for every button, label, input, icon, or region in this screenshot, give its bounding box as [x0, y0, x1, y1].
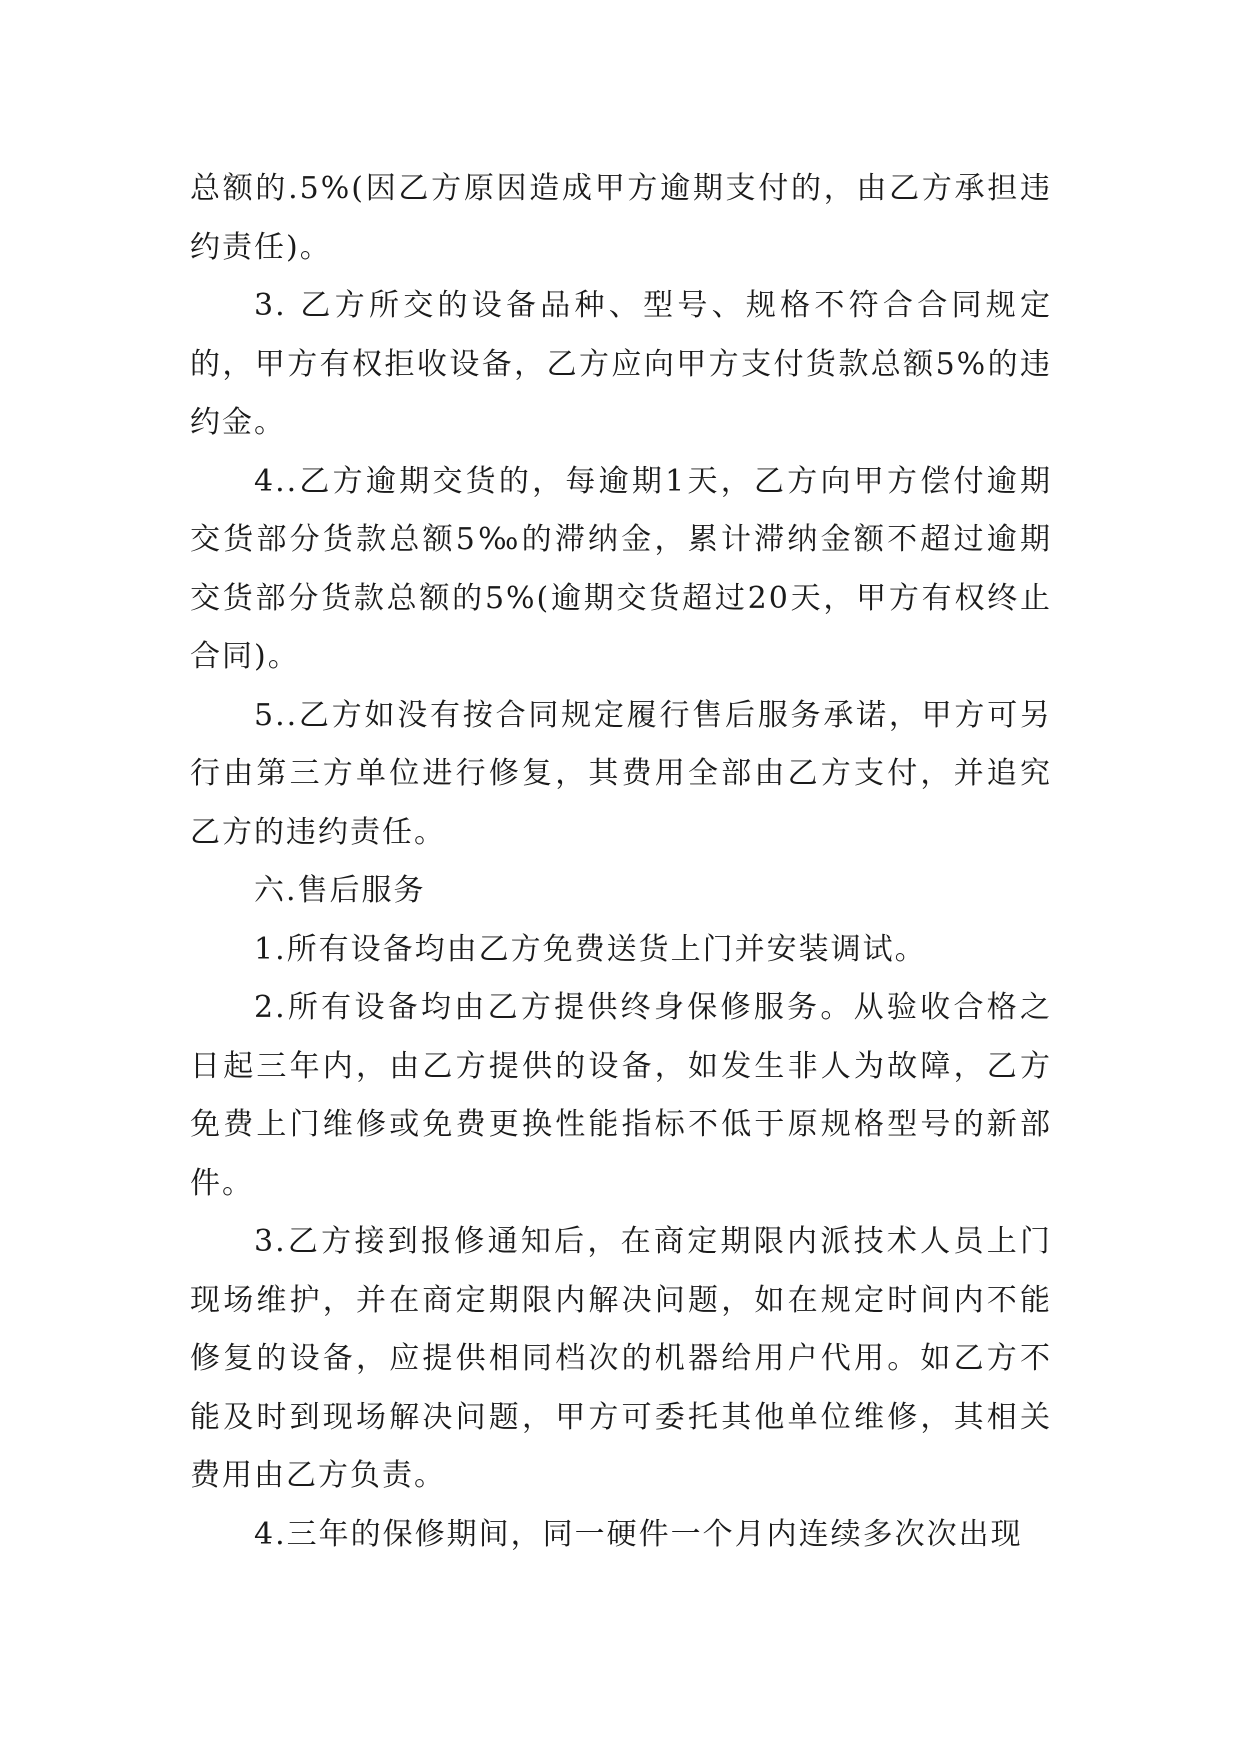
paragraph-service-2: 2.所有设备均由乙方提供终身保修服务。从验收合格之日起三年内，由乙方提供的设备，如发生非人为故障，乙方免费上门维修或免费更换性能指标不低于原规格型号的新部件。: [190, 990, 1052, 1201]
paragraph-service-4: 4.三年的保修期间，同一硬件一个月内连续多次次出现: [254, 1516, 1023, 1552]
section-heading-after-sales: 六.售后服务: [254, 873, 426, 908]
paragraph-service-3: 3.乙方接到报修通知后，在商定期限内派技术人员上门现场维护，并在商定期限内解决问题，如在规定时间内不能修复的设备，应提供相同档次的机器给用户代用。如乙方不能及时到现场解决问题，甲方可委托其他单位维修，其相关费用由乙方负责。: [190, 1224, 1052, 1493]
paragraph-service-1: 1.所有设备均由乙方免费送货上门并安装调试。: [254, 931, 927, 967]
paragraph-clause-3: 3. 乙方所交的设备品种、型号、规格不符合合同规定的，甲方有权拒收设备，乙方应向甲方支付货款总额5%的违约金。: [190, 288, 1052, 440]
paragraph-clause-4: 4..乙方逾期交货的，每逾期1天，乙方向甲方偿付逾期交货部分货款总额5‰的滞纳金，累计滞纳金额不超过逾期交货部分货款总额的5%(逾期交货超过20天，甲方有权终止合同)。: [190, 463, 1052, 674]
paragraph-penalty-cont: 总额的.5%(因乙方原因造成甲方逾期支付的，由乙方承担违约责任)。: [190, 171, 1052, 265]
paragraph-clause-5: 5..乙方如没有按合同规定履行售后服务承诺，甲方可另行由第三方单位进行修复，其费用全部由乙方支付，并追究乙方的违约责任。: [190, 697, 1052, 850]
document-page: [190, 160, 1052, 1564]
